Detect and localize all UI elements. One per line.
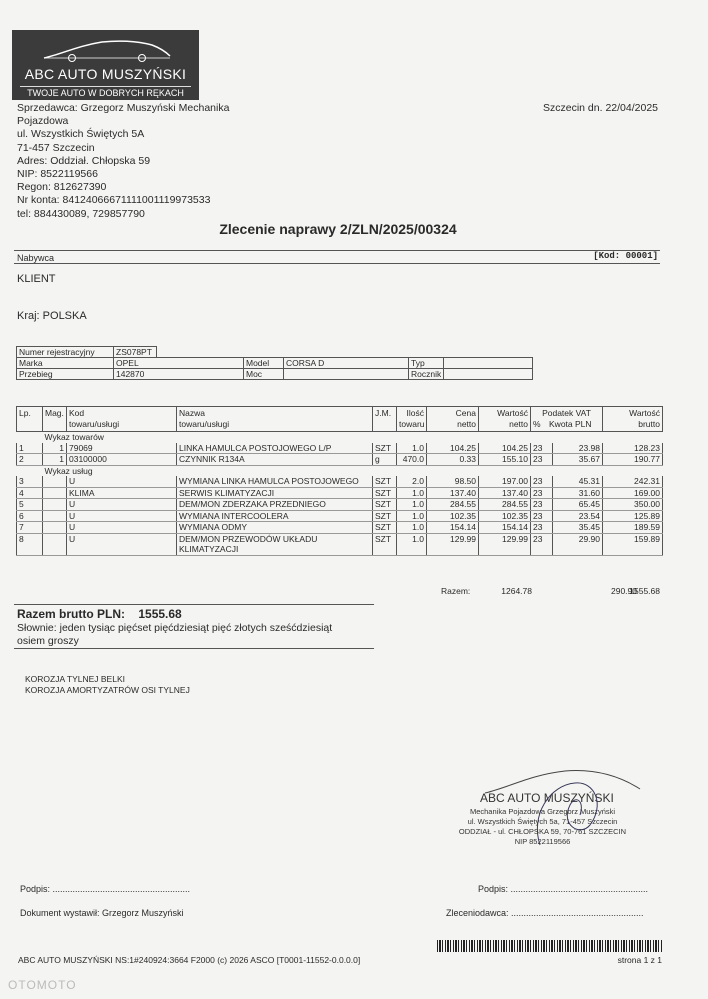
seller-line: NIP: 8522119566 — [17, 168, 98, 181]
cell-nazwa: WYMIANA INTERCOOLERA — [177, 510, 373, 522]
cell-nazwa: DEM/MON ZDERZAKA PRZEDNIEGO — [177, 499, 373, 511]
cell-pct: 23 — [531, 510, 553, 522]
cell-vat: 45.31 — [553, 476, 603, 487]
seller-line: Pojazdowa — [17, 115, 69, 128]
barcode — [437, 940, 663, 952]
stamp-details: Mechanika Pojazdowa Grzegorz Muszyński ul. Wszystkich Świętych 5a, 71-457 Szczecin ODDZIAŁ - ul. CHŁOPSKA 59, 70-761 SZCZECIN NIP 8522119566 — [458, 807, 627, 846]
header-wartosc-brutto: Wartość brutto — [603, 407, 663, 432]
cell-lp: 5 — [17, 499, 43, 511]
vehicle-make-label: Marka — [17, 358, 114, 369]
signature-right: Podpis: ....................................................... — [478, 884, 649, 894]
total-brutto: Razem brutto PLN: 1555.68 — [17, 607, 182, 621]
divider — [14, 648, 374, 649]
cell-brutto: 189.59 — [603, 522, 663, 534]
cell-brutto: 125.89 — [603, 510, 663, 522]
totals-label: Razem: — [441, 586, 471, 596]
cell-vat: 65.45 — [553, 499, 603, 511]
cell-ilosc: 2.0 — [397, 476, 427, 487]
vehicle-year-label: Rocznik — [409, 369, 444, 380]
cell-netto: 102.35 — [479, 510, 531, 522]
header-nazwa: Nazwa towaru/usługi — [177, 407, 373, 432]
cell-netto: 154.14 — [479, 522, 531, 534]
cell-ilosc: 1.0 — [397, 443, 427, 454]
cell-ilosc: 1.0 — [397, 487, 427, 499]
cell-kod: U — [67, 499, 177, 511]
cell-lp: 6 — [17, 510, 43, 522]
divider — [14, 250, 660, 251]
cell-cena: 104.25 — [427, 443, 479, 454]
cell-jm: SZT — [373, 487, 397, 499]
divider — [14, 604, 374, 605]
cell-pct: 23 — [531, 487, 553, 499]
cell-netto: 137.40 — [479, 487, 531, 499]
cell-nazwa: WYMIANA LINKA HAMULCA POSTOJOWEGO — [177, 476, 373, 487]
car-logo-icon — [42, 36, 172, 62]
vehicle-type — [444, 358, 533, 369]
table-header-row — [17, 407, 663, 432]
header-kod: Kod towaru/usługi — [67, 407, 177, 432]
seller-line: 71-457 Szczecin — [17, 141, 95, 154]
buyer-name: KLIENT — [17, 273, 56, 285]
cell-pct: 23 — [531, 533, 553, 555]
cell-cena: 129.99 — [427, 533, 479, 555]
vehicle-mileage-label: Przebieg — [17, 369, 114, 380]
cell-vat: 23.98 — [553, 443, 603, 454]
header-ilosc: Ilość towaru — [397, 407, 427, 432]
signature-left: Podpis: ....................................................... — [20, 884, 191, 894]
cell-nazwa: WYMIANA ODMY — [177, 522, 373, 534]
cell-ilosc: 1.0 — [397, 522, 427, 534]
cell-jm: SZT — [373, 476, 397, 487]
cell-cena: 0.33 — [427, 454, 479, 466]
issued-by: Dokument wystawił: Grzegorz Muszyński — [20, 908, 184, 918]
cell-kod: U — [67, 522, 177, 534]
cell-mag — [43, 476, 67, 487]
cell-vat: 31.60 — [553, 487, 603, 499]
cell-netto: 104.25 — [479, 443, 531, 454]
cell-pct: 23 — [531, 522, 553, 534]
cell-kod: U — [67, 476, 177, 487]
vehicle-make: OPEL — [114, 358, 244, 369]
table-row — [17, 476, 663, 487]
cell-kod: 03100000 — [67, 454, 177, 466]
amount-in-words: Słownie: jeden tysiąc pięćset pięćdziesiąt pięć złotych sześćdziesiąt osiem groszy — [17, 622, 333, 647]
document-title: Zlecenie naprawy 2/ZLN/2025/00324 — [219, 221, 457, 237]
cell-lp: 1 — [17, 443, 43, 454]
divider — [14, 263, 660, 264]
cell-lp: 3 — [17, 476, 43, 487]
vehicle-reg-label: Numer rejestracyjny — [17, 347, 114, 358]
cell-mag — [43, 487, 67, 499]
vehicle-mileage: 142870 — [114, 369, 244, 380]
cell-mag — [43, 522, 67, 534]
cell-brutto: 128.23 — [603, 443, 663, 454]
cell-mag — [43, 499, 67, 511]
cell-jm: SZT — [373, 499, 397, 511]
vehicle-power-label: Moc — [244, 369, 284, 380]
header-lp: Lp. — [17, 407, 43, 432]
footer-software: ABC AUTO MUSZYŃSKI NS:1#240924:3664 F2000 (c) 2026 ASCO [T0001-11552-0.0.0.0] — [18, 955, 361, 965]
logo-tagline: TWOJE AUTO W DOBRYCH RĘKACH — [20, 86, 191, 98]
logo-name: ABC AUTO MUSZYŃSKI — [24, 66, 187, 82]
table-row — [17, 499, 663, 511]
document-date: Szczecin dn. 22/04/2025 — [543, 102, 658, 114]
cell-mag — [43, 510, 67, 522]
vehicle-model: CORSA D — [284, 358, 409, 369]
cell-jm: g — [373, 454, 397, 466]
table-row — [17, 533, 663, 555]
table-row — [17, 487, 663, 499]
cell-brutto: 159.89 — [603, 533, 663, 555]
cell-nazwa: DEM/MON PRZEWODÓW UKŁADU KLIMATYZACJI — [177, 533, 373, 555]
header-jm: J.M. — [373, 407, 397, 432]
cell-lp: 2 — [17, 454, 43, 466]
buyer-code: [Kod: 00001] — [593, 251, 658, 261]
header-cena: Cena netto — [427, 407, 479, 432]
cell-cena: 137.40 — [427, 487, 479, 499]
watermark: OTOMOTO — [8, 978, 77, 992]
cell-ilosc: 470.0 — [397, 454, 427, 466]
company-stamp — [440, 765, 645, 855]
cell-vat: 35.45 — [553, 522, 603, 534]
header-mag: Mag. — [43, 407, 67, 432]
cell-netto: 284.55 — [479, 499, 531, 511]
cell-cena: 98.50 — [427, 476, 479, 487]
totals-vat: 290.90 — [611, 586, 637, 596]
stamp-name: ABC AUTO MUSZYŃSKI — [480, 791, 614, 805]
cell-vat: 29.90 — [553, 533, 603, 555]
vehicle-table — [16, 346, 533, 380]
cell-brutto: 190.77 — [603, 454, 663, 466]
buyer-country: Kraj: POLSKA — [17, 310, 87, 322]
vehicle-year — [444, 369, 533, 380]
seller-line: ul. Wszystkich Świętych 5A — [17, 128, 145, 141]
company-logo — [12, 30, 199, 100]
cell-jm: SZT — [373, 443, 397, 454]
totals-brutto: 1555.68 — [629, 586, 660, 596]
cell-kod: 79069 — [67, 443, 177, 454]
cell-cena: 102.35 — [427, 510, 479, 522]
seller-line: Sprzedawca: Grzegorz Muszyński Mechanika — [17, 102, 230, 114]
table-row — [17, 454, 663, 466]
cell-mag — [43, 533, 67, 555]
cell-nazwa: CZYNNIK R134A — [177, 454, 373, 466]
cell-lp: 8 — [17, 533, 43, 555]
table-row — [17, 522, 663, 534]
vehicle-type-label: Typ — [409, 358, 444, 369]
cell-kod: U — [67, 533, 177, 555]
client-signature: Zleceniodawca: ..................................................... — [446, 908, 644, 918]
cell-ilosc: 1.0 — [397, 510, 427, 522]
cell-jm: SZT — [373, 522, 397, 534]
cell-kod: U — [67, 510, 177, 522]
cell-nazwa: SERWIS KLIMATYZACJI — [177, 487, 373, 499]
cell-brutto: 169.00 — [603, 487, 663, 499]
cell-brutto: 242.31 — [603, 476, 663, 487]
header-wartosc-netto: Wartość netto — [479, 407, 531, 432]
vehicle-model-label: Model — [244, 358, 284, 369]
cell-jm: SZT — [373, 510, 397, 522]
signature-scribble-icon — [520, 775, 610, 855]
totals-netto: 1264.78 — [501, 586, 532, 596]
cell-pct: 23 — [531, 443, 553, 454]
section-goods: Wykaz towarów — [44, 432, 104, 442]
cell-netto: 129.99 — [479, 533, 531, 555]
section-services: Wykaz usług — [44, 465, 93, 476]
seller-line: Regon: 812627390 — [17, 181, 107, 194]
vehicle-power — [284, 369, 409, 380]
cell-netto: 197.00 — [479, 476, 531, 487]
cell-lp: 7 — [17, 522, 43, 534]
seller-line: Nr konta: 84124066671111001119973533 — [17, 194, 211, 207]
cell-brutto: 350.00 — [603, 499, 663, 511]
cell-mag: 1 — [43, 454, 67, 466]
seller-line: Adres: Oddział. Chłopska 59 — [17, 154, 151, 167]
cell-cena: 284.55 — [427, 499, 479, 511]
page-number: strona 1 z 1 — [617, 955, 662, 965]
seller-info — [17, 102, 229, 221]
cell-pct: 23 — [531, 476, 553, 487]
cell-ilosc: 1.0 — [397, 533, 427, 555]
cell-jm: SZT — [373, 533, 397, 555]
cell-netto: 155.10 — [479, 454, 531, 466]
cell-pct: 23 — [531, 499, 553, 511]
cell-mag: 1 — [43, 443, 67, 454]
cell-nazwa: LINKA HAMULCA POSTOJOWEGO L/P — [177, 443, 373, 454]
cell-lp: 4 — [17, 487, 43, 499]
items-table — [16, 406, 663, 556]
buyer-label: Nabywca — [17, 253, 55, 263]
cell-cena: 154.14 — [427, 522, 479, 534]
repair-notes: KOROZJA TYLNEJ BELKI KOROZJA AMORTYZATRÓW OSI TYLNEJ — [25, 674, 190, 695]
table-row — [17, 443, 663, 454]
table-row — [17, 510, 663, 522]
cell-kod: KLIMA — [67, 487, 177, 499]
cell-vat: 23.54 — [553, 510, 603, 522]
seller-line: tel: 884430089, 729857790 — [17, 207, 145, 220]
header-vat: Podatek VAT % Kwota PLN — [531, 407, 603, 432]
cell-vat: 35.67 — [553, 454, 603, 466]
cell-pct: 23 — [531, 454, 553, 466]
cell-ilosc: 1.0 — [397, 499, 427, 511]
vehicle-reg: ZS078PT — [114, 347, 157, 358]
